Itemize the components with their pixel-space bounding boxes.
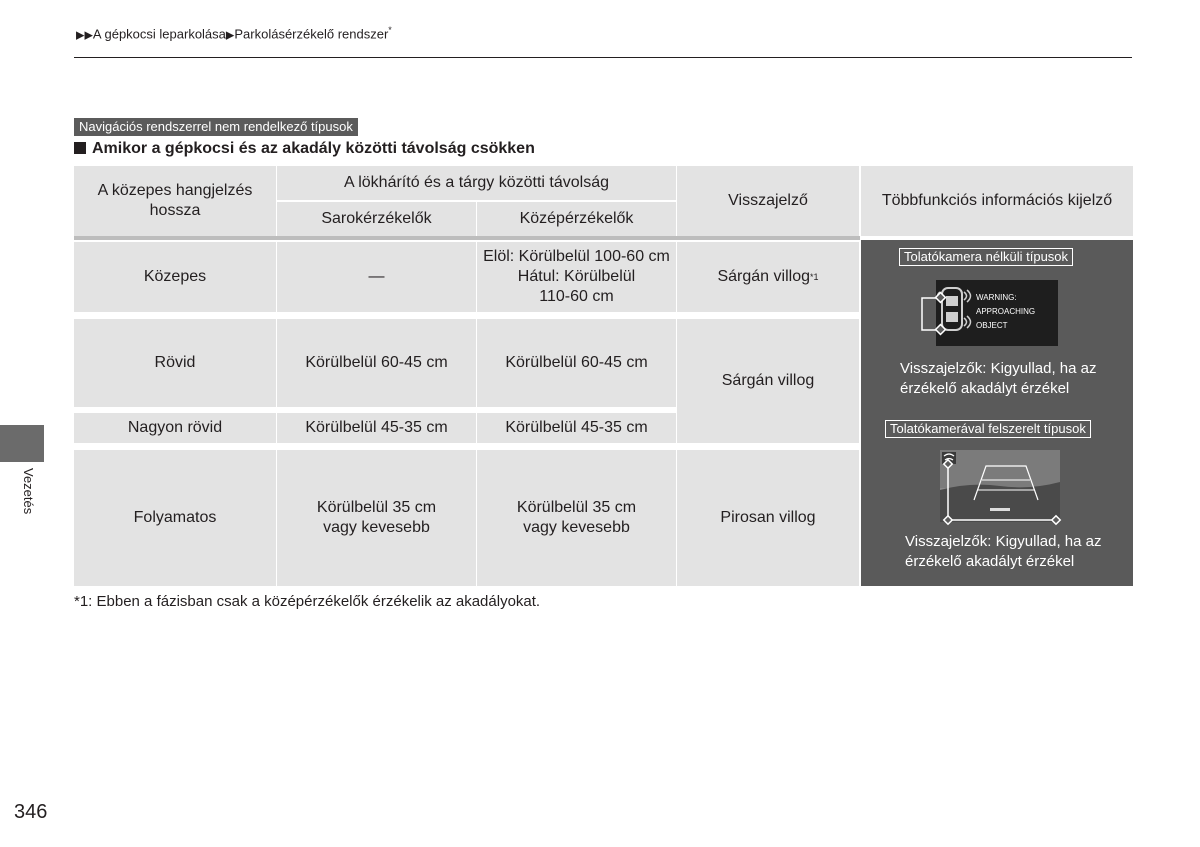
square-bullet-icon xyxy=(74,142,86,154)
header-center-sensors: Középérzékelők xyxy=(477,202,676,236)
breadcrumb-arrow-icon: ▶▶ xyxy=(76,29,93,42)
screen-line: OBJECT xyxy=(976,321,1008,330)
indicator-description: Visszajelzők: Kigyullad, ha az érzékelő akadályt érzékel xyxy=(905,533,1102,570)
table-cell: Rövid xyxy=(74,319,276,407)
no-camera-label: Tolatókamera nélküli típusok xyxy=(899,248,1073,266)
table-cell: Sárgán villog *1 xyxy=(677,242,859,312)
table-cell: Körülbelül 45-35 cm xyxy=(277,413,476,443)
chapter-tab[interactable] xyxy=(0,425,44,462)
table-cell: Folyamatos xyxy=(74,450,276,586)
header-beep-length: A közepes hangjelzés hossza xyxy=(74,166,276,236)
table-cell: Nagyon rövid xyxy=(74,413,276,443)
breadcrumb-item[interactable]: A gépkocsi leparkolása xyxy=(92,26,226,42)
rear-camera-screen-icon xyxy=(934,446,1066,530)
table-cell: Körülbelül 35 cm vagy kevesebb xyxy=(277,450,476,586)
chapter-label: Vezetés xyxy=(21,468,36,515)
table-cell: Körülbelül 45-35 cm xyxy=(477,413,676,443)
breadcrumb xyxy=(76,25,392,41)
header-divider xyxy=(74,57,1132,58)
header-mid: Többfunkciós információs kijelző xyxy=(861,166,1133,236)
header-indicator: Visszajelző xyxy=(677,166,859,236)
camera-label: Tolatókamerával felszerelt típusok xyxy=(885,420,1091,438)
indicator-description: Visszajelzők: Kigyullad, ha az érzékelő akadályt érzékel xyxy=(900,360,1097,397)
model-tag: Navigációs rendszerrel nem rendelkező típusok xyxy=(74,118,358,136)
table-cell: Közepes xyxy=(74,242,276,312)
breadcrumb-arrow-icon: ▶ xyxy=(225,29,235,42)
page-number: 346 xyxy=(14,801,48,823)
breadcrumb-mark: * xyxy=(388,25,392,35)
table-cell: Körülbelül 60-45 cm xyxy=(477,319,676,407)
table-cell: Sárgán villog xyxy=(677,319,859,443)
section-title: Amikor a gépkocsi és az akadály közötti távolság csökken xyxy=(74,140,535,158)
header-corner-sensors: Sarokérzékelők xyxy=(277,202,476,236)
header-distance: A lökhárító és a tárgy közötti távolság xyxy=(277,166,676,200)
parking-sensor-screen-icon xyxy=(918,278,1060,348)
table-cell: Elöl: Körülbelül 100-60 cm Hátul: Körülbelül 110-60 cm xyxy=(477,242,676,312)
footnote: *1: Ebben a fázisban csak a középérzékelők érzékelik az akadályokat. xyxy=(74,593,541,610)
table-cell: Körülbelül 35 cm vagy kevesebb xyxy=(477,450,676,586)
screen-line: APPROACHING xyxy=(976,307,1036,316)
table-cell: — xyxy=(277,242,476,312)
header-separator xyxy=(74,236,860,240)
screen-line: WARNING: xyxy=(976,293,1017,302)
breadcrumb-item[interactable]: Parkolásérzékelő rendszer xyxy=(234,26,389,42)
table-cell: Pirosan villog xyxy=(677,450,859,586)
table-cell: Körülbelül 60-45 cm xyxy=(277,319,476,407)
